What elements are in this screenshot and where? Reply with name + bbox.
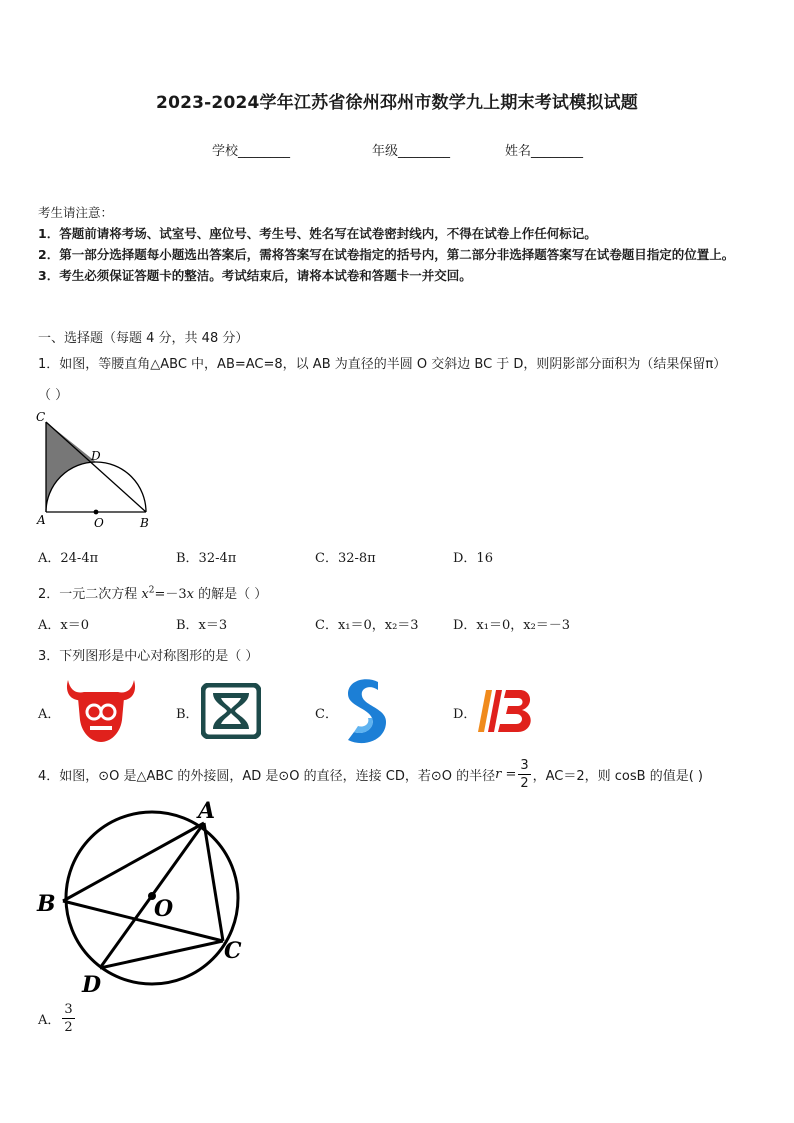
notice-heading: 考生请注意： [38, 205, 114, 220]
q2-option-b[interactable]: B．x＝3 [176, 618, 228, 633]
segment-ab [63, 823, 204, 901]
notice-item-3: 3．考生必须保证答题卡的整洁。考试结束后，请将本试卷和答题卡一并交回。 [38, 268, 472, 283]
label-c: C [36, 410, 46, 424]
segment-ac [204, 823, 223, 941]
notice-item-1: 1．答题前请将考场、试室号、座位号、考生号、姓名写在试卷密封线内，不得在试卷上作任何标记。 [38, 226, 597, 241]
label-b: B [37, 891, 56, 917]
label-b: B [140, 516, 149, 530]
label-c: C [224, 938, 242, 964]
q1-option-d[interactable]: D．16 [453, 551, 493, 566]
question-3-text: 3．下列图形是中心对称图形的是（ ） [38, 649, 259, 664]
option-a-fraction: $\frac{3}{2}$ [64, 1002, 73, 1035]
shaded-region [46, 422, 96, 512]
q3-option-c[interactable]: C． [315, 707, 338, 722]
center-point-o [94, 510, 99, 515]
label-d: D [82, 972, 102, 998]
s-ribbon-logo-icon [338, 676, 396, 746]
question-2-text: 2．一元二次方程 $x^2=-3x$ 的解是（ ） [38, 585, 268, 602]
section-heading: 一、选择题（每题 4 分，共 48 分） [38, 331, 249, 346]
q1-option-a[interactable]: A．24-4π [38, 551, 99, 566]
q2-option-a[interactable]: A．x＝0 [38, 618, 89, 633]
q3-option-b[interactable]: B． [176, 707, 199, 722]
q4-option-a[interactable]: A． $\frac{3}{2}$ [38, 1002, 73, 1035]
segment-cd [100, 941, 223, 968]
bull-head-logo-icon [62, 676, 140, 744]
q2-option-c[interactable]: C．x₁＝0，x₂＝3 [315, 618, 419, 633]
question-1-text: 1．如图，等腰直角△ABC 中，AB=AC=8，以 AB 为直径的半圆 O 交斜边 BC 于 D，则阴影部分面积为（结果保留π） [38, 357, 727, 372]
page-title: 2023-2024学年江苏省徐州邳州市数学九上期末考试模拟试题 [156, 93, 638, 113]
label-d: D [91, 449, 101, 463]
question-1-figure [34, 408, 164, 533]
hourglass-logo-icon [201, 683, 261, 739]
label-o: O [94, 516, 104, 530]
question-4-text: 4．如图，⊙O 是△ABC 的外接圆，AD 是⊙O 的直径，连接 CD，若⊙O 的半径 r = $\frac{3}{2}$ ，AC＝2，则 cosB 的值是( ) [38, 758, 703, 791]
label-a: A [37, 513, 46, 527]
q3-option-d[interactable]: D． [453, 707, 477, 722]
q2-option-d[interactable]: D．x₁＝0，x₂＝－3 [453, 618, 571, 633]
school-field[interactable]: 学校________ [212, 144, 291, 159]
equation: $x^2=-3x$ [141, 585, 194, 602]
notice-item-2: 2．第一部分选择题每小题选出答案后，需将答案写在试卷指定的括号内，第二部分非选择题答案写在试卷题目指定的位置上。 [38, 247, 735, 262]
grade-field[interactable]: 年级________ [372, 144, 451, 159]
q1-option-b[interactable]: B．32-4π [176, 551, 237, 566]
q3-option-a[interactable]: A． [38, 707, 61, 722]
question-4-figure [34, 796, 254, 1002]
question-1-paren: （ ） [38, 388, 69, 403]
notice-block [38, 202, 762, 286]
q1-option-c[interactable]: C．32-8π [315, 551, 376, 566]
name-field[interactable]: 姓名________ [505, 144, 584, 159]
b-stripes-logo-icon [476, 686, 538, 736]
label-a: A [198, 798, 216, 824]
radius-fraction: $\frac{3}{2}$ [520, 758, 529, 791]
label-o: O [154, 896, 174, 922]
